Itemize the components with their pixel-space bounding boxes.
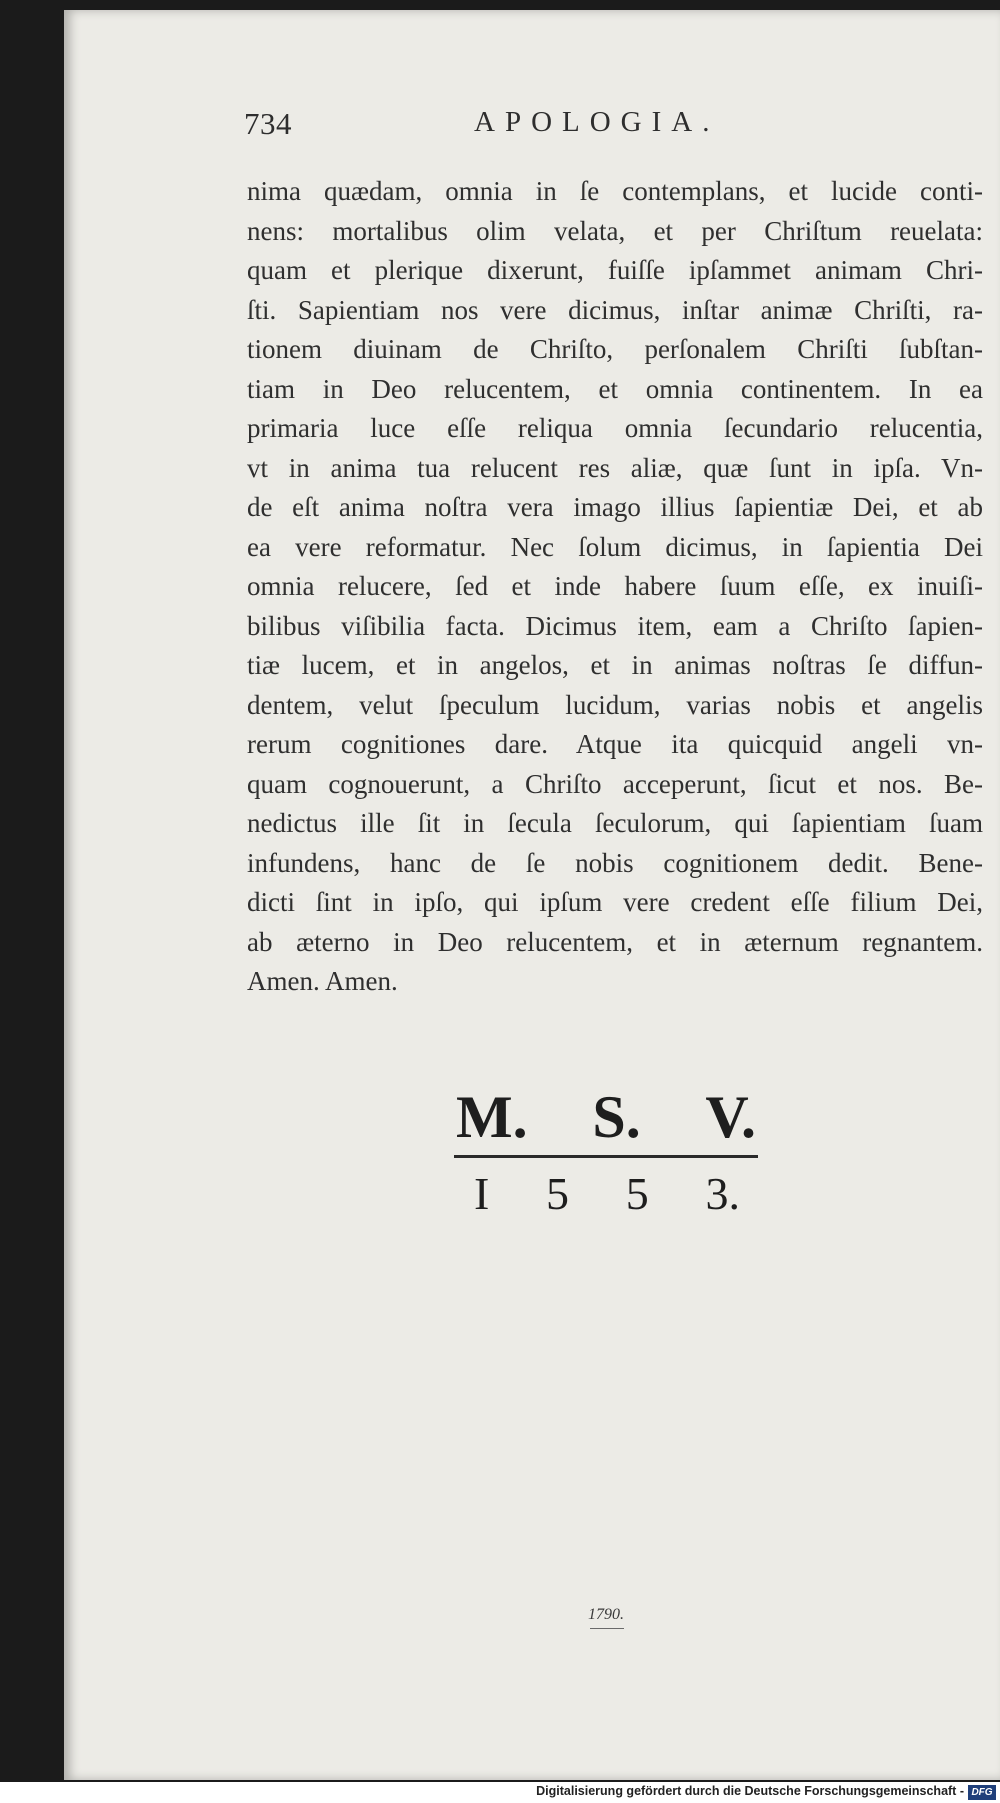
text-line: primaria luce eſſe reliqua omnia ſecundario relucentia,	[247, 413, 983, 443]
text-line: dicti ſint in ipſo, qui ipſum vere credent eſſe filium Dei,	[247, 887, 983, 917]
dfg-logo-icon: DFG	[968, 1785, 996, 1800]
colophon-year	[454, 1164, 758, 1224]
initial-v: V.	[705, 1084, 756, 1150]
text-line: ſti. Sapientiam nos vere dicimus, inſtar animæ Chriſti, ra-	[247, 294, 983, 325]
year-digit: I	[474, 1168, 490, 1219]
text-line: de eſt anima noſtra vera imago illius ſapientiæ Dei, et ab	[247, 492, 983, 522]
text-line: quam et plerique dixerunt, fuiſſe ipſammet animam Chri-	[247, 255, 983, 285]
funding-credit: Digitalisierung gefördert durch die Deutsche Forschungsgemeinschaft -	[536, 1784, 964, 1798]
text-line: ea vere reformatur. Nec ſolum dicimus, in ſapientia Dei	[247, 531, 983, 562]
text-line: rerum cognitiones dare. Atque ita quicquid angeli vn-	[247, 729, 983, 759]
colophon	[454, 1085, 758, 1224]
running-title: APOLOGIA.	[474, 106, 720, 138]
text-line: tionem diuinam de Chriſto, perſonalem Chriſti ſubſtan-	[247, 334, 983, 364]
signature-mark: 1790.	[588, 1606, 624, 1623]
text-line: tiæ lucem, et in angelos, et in animas noſtras ſe diffun-	[247, 650, 983, 680]
text-line: nedictus ille ſit in ſecula ſeculorum, qui ſapientiam ſuam	[247, 808, 983, 838]
year-digit: 5	[546, 1168, 570, 1219]
colophon-initials	[454, 1085, 758, 1149]
text-line: omnia relucere, ſed et inde habere ſuum eſſe, ex inuiſi-	[247, 571, 983, 601]
digitization-footer	[0, 1782, 1000, 1803]
text-line: bilibus viſibilia facta. Dicimus item, eam a Chriſto ſapien-	[247, 610, 983, 641]
body-text	[247, 172, 983, 1002]
colophon-rule	[454, 1155, 758, 1158]
text-line: Amen. Amen.	[247, 966, 398, 996]
text-line: tiam in Deo relucentem, et omnia continentem. In ea	[247, 373, 983, 404]
year-digit: 3.	[705, 1168, 740, 1219]
text-line: dentem, velut ſpeculum lucidum, varias nobis et angelis	[247, 689, 983, 720]
text-line: nima quædam, omnia in ſe contemplans, et lucide conti-	[247, 176, 983, 206]
text-line: quam cognouerunt, a Chriſto acceperunt, ſicut et nos. Be-	[247, 768, 983, 799]
page-header	[244, 106, 984, 150]
text-line: ab æterno in Deo relucentem, et in æternum regnantem.	[247, 926, 983, 957]
page-number: 734	[244, 106, 292, 141]
text-line: nens: mortalibus olim velata, et per Chriſtum reuelata:	[247, 215, 983, 246]
text-line: vt in anima tua relucent res aliæ, quæ ſunt in ipſa. Vn-	[247, 452, 983, 483]
signature-rule	[590, 1628, 624, 1629]
initial-s: S.	[592, 1084, 641, 1150]
year-digit: 5	[625, 1168, 649, 1219]
text-line: infundens, hanc de ſe nobis cognitionem dedit. Bene-	[247, 847, 983, 878]
initial-m: M.	[456, 1084, 528, 1150]
